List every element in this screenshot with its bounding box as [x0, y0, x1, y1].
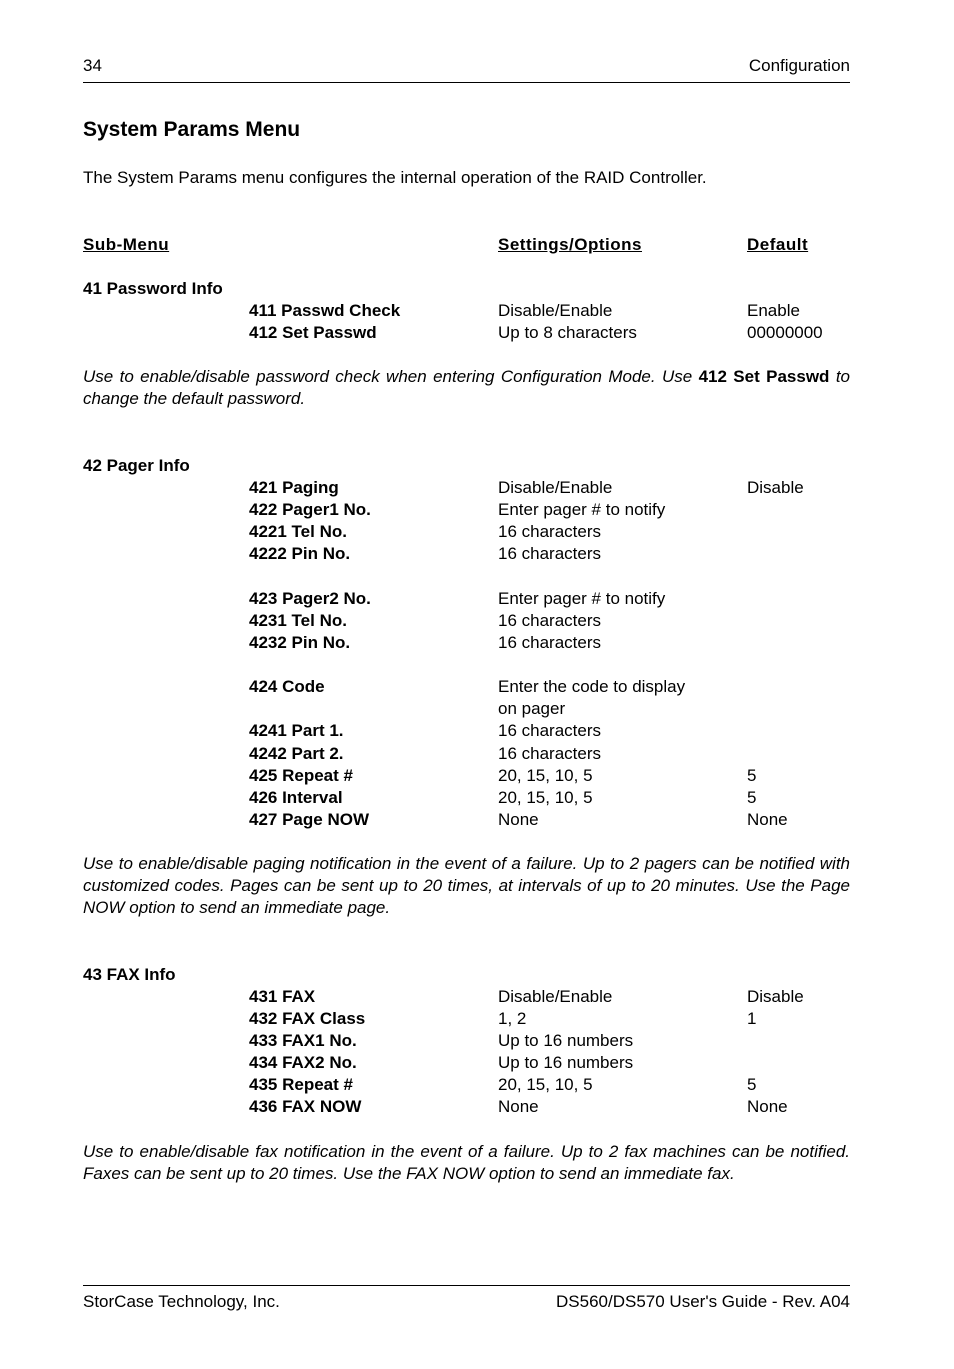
menu-item-setting: on pager [498, 699, 566, 718]
menu-item-name: 4241 Part 1. [249, 721, 344, 740]
menu-item-default: None [747, 1097, 788, 1116]
menu-item-name: 424 Code [249, 677, 325, 696]
fax-section-heading [83, 964, 850, 986]
menu-item-name: 421 Paging [249, 478, 339, 497]
menu-item-setting: 16 characters [498, 544, 601, 563]
guide-title: DS560/DS570 User's Guide - Rev. A04 [556, 1292, 850, 1311]
table-row [83, 765, 850, 787]
menu-item-name: 425 Repeat # [249, 766, 353, 785]
table-row [83, 1096, 850, 1118]
page-number: 34 [83, 56, 102, 75]
menu-item-setting: Up to 16 numbers [498, 1031, 634, 1050]
menu-item-default: Enable [747, 301, 800, 320]
menu-item-setting: None [498, 810, 539, 829]
menu-item-default: None [747, 810, 788, 829]
section-heading-label: 41 Password Info [83, 279, 223, 298]
menu-item-name: 427 Page NOW [249, 810, 369, 829]
page-footer [83, 1292, 850, 1314]
menu-item-setting: 1, 2 [498, 1009, 527, 1028]
note-bold-text: 412 Set Passwd [698, 367, 830, 386]
menu-item-name: 434 FAX2 No. [249, 1053, 357, 1072]
page-header [83, 56, 850, 78]
menu-item-setting: 20, 15, 10, 5 [498, 1075, 593, 1094]
menu-item-name: 4222 Pin No. [249, 544, 351, 563]
table-row [83, 477, 850, 499]
company-name: StorCase Technology, Inc. [83, 1292, 280, 1311]
section-heading-label: 42 Pager Info [83, 456, 190, 475]
table-row [83, 1008, 850, 1030]
pager-section-heading [83, 455, 850, 477]
table-row [83, 676, 850, 698]
table-row [83, 588, 850, 610]
table-row [83, 610, 850, 632]
menu-item-default: 1 [747, 1009, 757, 1028]
menu-item-name: 422 Pager1 No. [249, 500, 371, 519]
table-row [83, 300, 850, 322]
table-row [83, 322, 850, 344]
table-row [83, 986, 850, 1008]
header-rule [83, 82, 850, 83]
menu-item-setting: Up to 8 characters [498, 323, 637, 342]
menu-item-name: 4221 Tel No. [249, 522, 347, 541]
table-row [83, 1052, 850, 1074]
menu-item-setting: Enter pager # to notify [498, 500, 666, 519]
password-section-heading [83, 278, 850, 300]
menu-item-setting: 20, 15, 10, 5 [498, 788, 593, 807]
table-row [83, 787, 850, 809]
menu-item-name: 412 Set Passwd [249, 323, 377, 342]
section-heading-label: 43 FAX Info [83, 965, 176, 984]
menu-item-setting: 20, 15, 10, 5 [498, 766, 593, 785]
footer-rule [83, 1285, 850, 1286]
table-row [83, 632, 850, 654]
menu-item-setting: Enter the code to display [498, 677, 686, 696]
menu-item-name: 433 FAX1 No. [249, 1031, 357, 1050]
menu-item-name: 431 FAX [249, 987, 316, 1006]
menu-item-setting: 16 characters [498, 721, 601, 740]
menu-item-name: 426 Interval [249, 788, 343, 807]
fax-note: Use to enable/disable fax notification in the event of a failure. Up to 2 fax machines can be notified. Faxes can be sent up to 20 times. Use the FAX NOW option to send an immediate fax. [83, 1142, 850, 1183]
menu-item-setting: Enter pager # to notify [498, 589, 666, 608]
menu-item-default: 5 [747, 788, 757, 807]
submenu-column-header: Sub-Menu [83, 235, 170, 254]
menu-item-setting: Disable/Enable [498, 301, 613, 320]
menu-item-setting: 16 characters [498, 744, 601, 763]
table-row [83, 1074, 850, 1096]
menu-item-setting: 16 characters [498, 611, 601, 630]
menu-item-name: 4232 Pin No. [249, 633, 351, 652]
table-row [83, 698, 850, 720]
menu-item-default: Disable [747, 478, 804, 497]
menu-item-setting: None [498, 1097, 539, 1116]
menu-item-name: 435 Repeat # [249, 1075, 353, 1094]
intro-text: The System Params menu configures the internal operation of the RAID Controller. [83, 168, 707, 187]
document-page [83, 0, 850, 1369]
menu-item-setting: 16 characters [498, 633, 601, 652]
menu-item-default: Disable [747, 987, 804, 1006]
table-row [83, 809, 850, 831]
menu-item-name: 432 FAX Class [249, 1009, 366, 1028]
menu-item-name: 423 Pager2 No. [249, 589, 371, 608]
menu-item-setting: Up to 16 numbers [498, 1053, 634, 1072]
menu-item-setting: Disable/Enable [498, 987, 613, 1006]
menu-item-name: 4231 Tel No. [249, 611, 347, 630]
table-row [83, 543, 850, 565]
table-row [83, 499, 850, 521]
note-text: Use to enable/disable password check when entering Configuration Mode. Use [83, 367, 699, 386]
section-name: Configuration [748, 56, 850, 75]
menu-item-setting: Disable/Enable [498, 478, 613, 497]
default-column-header: Default [747, 235, 809, 254]
note-text: to change the default password. [83, 367, 850, 408]
menu-item-default: 00000000 [747, 323, 823, 342]
settings-column-header: Settings/Options [498, 235, 642, 254]
column-headers [83, 234, 850, 256]
menu-item-default: 5 [747, 766, 757, 785]
page-title: System Params Menu [83, 118, 301, 141]
menu-item-default: 5 [747, 1075, 757, 1094]
menu-item-name: 411 Passwd Check [249, 301, 401, 320]
menu-item-name: 436 FAX NOW [249, 1097, 362, 1116]
table-row [83, 521, 850, 543]
pager-note: Use to enable/disable paging notification in the event of a failure. Up to 2 pagers can be notified with customized codes. Pages can be sent up to 20 times, at intervals of up to 20 minutes. Use the Page NOW option to send an immediate page. [83, 854, 850, 917]
table-row [83, 720, 850, 742]
password-note [83, 366, 850, 410]
table-row [83, 743, 850, 765]
menu-item-name: 4242 Part 2. [249, 744, 344, 763]
menu-item-setting: 16 characters [498, 522, 601, 541]
table-row [83, 1030, 850, 1052]
